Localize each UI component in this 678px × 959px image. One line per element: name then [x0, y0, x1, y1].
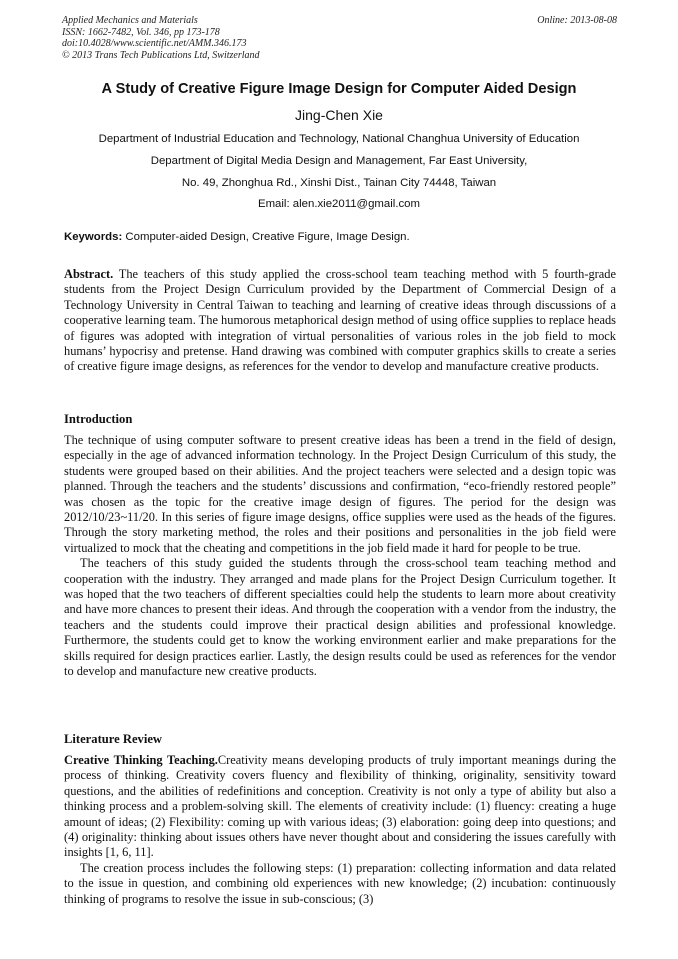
author-name: Jing-Chen Xie	[295, 107, 383, 123]
creative-thinking-subheading: Creative Thinking Teaching.	[64, 753, 218, 767]
literature-paragraph: The creation process includes the following steps: (1) preparation: collecting information and data related to the issue in question, and combining old experiences with new knowledge; (2) incubation: continuously thinking of programs to resolve the issue in sub-conscious; (3)	[64, 860, 616, 906]
abstract-label: Abstract.	[64, 267, 114, 281]
affiliation-1: Department of Industrial Education and Technology, National Changhua University of Education	[98, 133, 580, 145]
literature-paragraph: Creativity means developing products of truly important meanings during the process of thinking. Creativity covers fluency and flexibility of thinking, originality, sensitivity toward questions, and the abilities of redefinitions and conception. Creativity is not only a type of ability but also a thinking process and a problem-solving skill. The elements of creativity include: (1) fluency: creating a huge amount of ideas; (2) Flexibility: coming up with various ideas; (3) elaboration: going deep into questions; and (4) originality: thinking about issues others have never thought about and considering the issues carefully with insights [1, 6, 11].	[64, 753, 616, 860]
keywords-text: Computer-aided Design, Creative Figure, Image Design.	[122, 231, 410, 243]
doi-line: doi:10.4028/www.scientific.net/AMM.346.173	[62, 38, 247, 49]
paper-title: A Study of Creative Figure Image Design for Computer Aided Design	[101, 81, 577, 97]
introduction-body	[64, 433, 616, 680]
abstract-text: The teachers of this study applied the cross-school team teaching method with 5 fourth-grade students from the Project Design Curriculum provided by the Department of Commercial Design of a Technology University in Central Taiwan to teaching and learning of creative ideas through discussions of a cooperative learning team. The humorous metaphorical design method of using office supplies to replace heads of figures was adopted with integration of virtual personalities of various roles in the job field to mock humans’ hypocrisy and pretense. Hand drawing was combined with computer graphics skills to create a series of creative figure image designs, as references for the vendor to develop and manufacture creative products.	[64, 267, 616, 374]
affiliation-2: Department of Digital Media Design and Management, Far East University,	[150, 155, 528, 167]
issn-line: ISSN: 1662-7482, Vol. 346, pp 173-178	[62, 26, 220, 38]
keywords	[64, 230, 616, 244]
author-email: Email: alen.xie2011@gmail.com	[257, 198, 421, 210]
journal-name: Applied Mechanics and Materials	[62, 15, 198, 26]
introduction-heading: Introduction	[64, 412, 133, 426]
abstract	[64, 267, 616, 375]
literature-heading: Literature Review	[64, 732, 163, 746]
copyright-line: © 2013 Trans Tech Publications Ltd, Switzerland	[62, 49, 260, 61]
affiliation-address: No. 49, Zhonghua Rd., Xinshi Dist., Tainan City 74448, Taiwan	[181, 177, 497, 189]
online-date: Online: 2013-08-08	[537, 15, 617, 26]
literature-body	[64, 753, 616, 907]
journal-header	[62, 15, 617, 61]
introduction-paragraph: The technique of using computer software to present creative ideas has been a trend in the field of design, especially in the age of advanced information technology. In the Project Design Curriculum of this study, the students were grouped based on their abilities. And the project teachers were selected and a design topic was planned. Through the teachers and the students’ discussions and confirmation, “eco-friendly restored people” was chosen as the topic for the creative image design of figures. The period for the design was 2012/10/23~11/20. In this series of figure image designs, office supplies were used as the heads of the figures. Through the story marketing method, the roles and their positions and personalities in the job field were virtualized to mock that the cheating and competitions in the job field made it hard for people to be true.	[64, 433, 616, 555]
introduction-paragraph: The teachers of this study guided the students through the cross-school team teaching method and cooperation with the industry. They arranged and made plans for the Project Design Curriculum together. It was hoped that the two teachers of different specialties could help the students to learn more about creativity and have more chances to present their ideas. And through the cooperation with a vendor from the industry, the teachers and the students could improve their practical design abilities and professional knowledge. Furthermore, the students could get to know the working environment earlier and make preparations for the skills required for design practices earlier. Lastly, the design results could be used as references for the vendor to develop and manufacture new creative products.	[64, 556, 616, 679]
keywords-label: Keywords:	[64, 231, 123, 243]
